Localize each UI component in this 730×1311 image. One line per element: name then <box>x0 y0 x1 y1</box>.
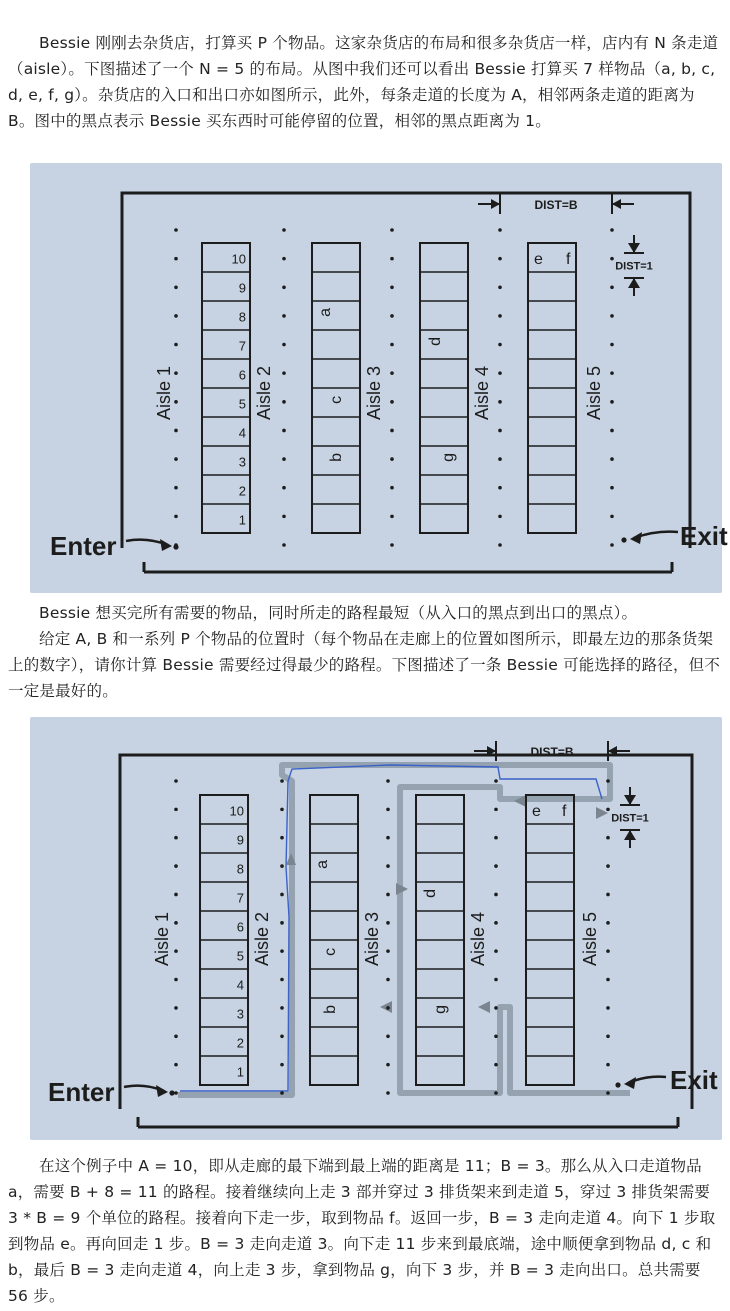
aisle-4-stop-dot <box>498 228 502 232</box>
aisle-2-stop-dot <box>282 543 286 547</box>
aisle-5-stop-dot <box>610 371 614 375</box>
aisle-4-stop-dot <box>498 543 502 547</box>
dist-1-top-arrowhead <box>628 243 640 253</box>
example-path-figure <box>30 717 722 1140</box>
aisle-2-stop-dot <box>282 314 286 318</box>
aisle-4-stop-dot <box>494 1063 498 1067</box>
enter-arrowhead <box>156 1085 168 1097</box>
aisle-3-stop-dot <box>390 486 394 490</box>
shelf-number-5: 5 <box>238 396 246 412</box>
aisle-5-stop-dot <box>610 343 614 347</box>
shelf-number-2: 2 <box>236 1035 244 1051</box>
aisle-1-stop-dot <box>174 371 178 375</box>
exit-dot <box>615 1082 620 1087</box>
aisle-3-stop-dot <box>386 1006 390 1010</box>
aisle-2-stop-dot <box>282 371 286 375</box>
goal-paragraph: Bessie 想买完所有需要的物品，同时所走的路程最短（从入口的黑点到出口的黑点）。 <box>39 604 638 622</box>
exit-label: Exit <box>680 521 728 551</box>
aisle-2-stop-dot <box>280 864 284 868</box>
aisle-4-stop-dot <box>498 343 502 347</box>
aisle-3-stop-dot <box>390 429 394 433</box>
aisle-3-stop-dot <box>390 515 394 519</box>
shelf-number-6: 6 <box>238 367 246 383</box>
dist-1-label: DIST=1 <box>615 260 653 273</box>
aisle-4-stop-dot <box>494 1034 498 1038</box>
aisle-3-stop-dot <box>390 543 394 547</box>
task-paragraph: 给定 A, B 和一系列 P 个物品的位置时（每个物品在走廊上的位置如图所示，即最左边的那条货架上的数字），请你计算 Bessie 需要经过得最少的路程。下图描述了一条 Bessie 可能选择的路径，但不一定是最好的。 <box>8 630 721 700</box>
aisle-4-label: Aisle 4 <box>472 365 492 421</box>
aisle-4-stop-dot <box>494 1091 498 1095</box>
aisle-3-stop-dot <box>386 949 390 953</box>
aisle-3-stop-dot <box>386 893 390 897</box>
shelf-number-6: 6 <box>236 919 244 935</box>
aisle-4-stop-dot <box>498 429 502 433</box>
dist-1-bottom-arrowhead <box>628 278 640 288</box>
aisle-1-label: Aisle 1 <box>154 365 174 421</box>
aisle-5-label: Aisle 5 <box>580 911 600 967</box>
aisle-2-stop-dot <box>282 228 286 232</box>
aisle-1-stop-dot <box>174 1006 178 1010</box>
dist-b-label: DIST=B <box>530 745 574 759</box>
item-g: g <box>432 1004 449 1014</box>
dist-b-label: DIST=B <box>534 198 578 212</box>
aisle-1-stop-dot <box>174 228 178 232</box>
item-d: d <box>422 888 439 898</box>
aisle-5-stop-dot <box>610 228 614 232</box>
aisle-2-label: Aisle 2 <box>252 911 272 967</box>
shelf-number-10: 10 <box>229 803 244 819</box>
example-paragraph: 在这个例子中 A = 10，即从走廊的最下端到最上端的距离是 11；B = 3。那么从入口走道物品 a，需要 B + 8 = 11 的路程。接着继续向上走 3 部并穿过 3 排货架来到走道 5，穿过 3 排货架需要 3 * B = 9 个单位的路程。接着向下走一步，取到物品 f。返回一步，B = 3 走向走道 4。向下 1 步取到物品 e。再向回走 1 步。B = 3 走向走道 3。向下走 11 步来到最底端，途中顺便拿到物品 d, c 和 b，最后 B = 3 走向走道 4，向上走 3 步，拿到物品 g，向下 3 步，并 B = 3 走向出口。总共需要 56 步。 <box>8 1157 716 1305</box>
aisle-1-stop-dot <box>174 343 178 347</box>
aisle-4-stop-dot <box>494 949 498 953</box>
shelf-number-8: 8 <box>238 309 246 325</box>
aisle-1-stop-dot <box>174 515 178 519</box>
aisle-1-stop-dot <box>174 400 178 404</box>
shelf-number-8: 8 <box>236 861 244 877</box>
aisle-1-stop-dot <box>174 779 178 783</box>
aisle-3-stop-dot <box>390 343 394 347</box>
enter-dot <box>169 1090 174 1095</box>
item-e: e <box>534 250 543 268</box>
route-arrow <box>596 807 608 819</box>
aisle-4-stop-dot <box>498 400 502 404</box>
aisle-5-stop-dot <box>606 1063 610 1067</box>
aisle-2-stop-dot <box>282 285 286 289</box>
aisle-1-stop-dot <box>174 921 178 925</box>
aisle-2-stop-dot <box>280 1063 284 1067</box>
aisle-2-stop-dot <box>282 429 286 433</box>
exit-arrowhead <box>630 532 642 544</box>
shelf-number-7: 7 <box>236 890 244 906</box>
item-a: a <box>317 307 334 317</box>
shelf-number-3: 3 <box>236 1006 244 1022</box>
aisle-4-label: Aisle 4 <box>468 911 488 967</box>
aisle-5-stop-dot <box>606 1091 610 1095</box>
shelf-number-5: 5 <box>236 948 244 964</box>
aisle-2-stop-dot <box>280 836 284 840</box>
dist-b-right-arrowhead <box>612 199 621 209</box>
aisle-4-stop-dot <box>498 257 502 261</box>
aisle-2-stop-dot <box>282 457 286 461</box>
aisle-4-stop-dot <box>494 864 498 868</box>
aisle-4-stop-dot <box>494 808 498 812</box>
aisle-5-stop-dot <box>610 400 614 404</box>
aisle-2-stop-dot <box>282 257 286 261</box>
aisle-1-stop-dot <box>174 1063 178 1067</box>
shelf-number-3: 3 <box>238 454 246 470</box>
aisle-5-stop-dot <box>610 486 614 490</box>
store-wall <box>122 193 690 548</box>
aisle-5-stop-dot <box>610 285 614 289</box>
aisle-5-stop-dot <box>610 515 614 519</box>
shelf-number-9: 9 <box>236 832 244 848</box>
aisle-2-stop-dot <box>280 978 284 982</box>
aisle-5-stop-dot <box>606 949 610 953</box>
aisle-2-stop-dot <box>282 400 286 404</box>
shelf-number-2: 2 <box>238 483 246 499</box>
aisle-2-label: Aisle 2 <box>254 365 274 421</box>
aisle-4-stop-dot <box>498 371 502 375</box>
aisle-3-stop-dot <box>390 257 394 261</box>
aisle-1-stop-dot <box>174 949 178 953</box>
aisle-1-stop-dot <box>174 257 178 261</box>
aisle-4-stop-dot <box>498 285 502 289</box>
item-b: b <box>328 452 345 462</box>
enter-arrowhead <box>160 539 172 551</box>
enter-label: Enter <box>50 531 117 561</box>
aisle-3-stop-dot <box>386 978 390 982</box>
aisle-2-stop-dot <box>280 808 284 812</box>
aisle-5-stop-dot <box>610 429 614 433</box>
exit-arrowhead <box>624 1077 636 1089</box>
aisle-2-stop-dot <box>282 486 286 490</box>
shelf-number-4: 4 <box>238 425 246 441</box>
aisle-4-stop-dot <box>494 836 498 840</box>
aisle-5-stop-dot <box>606 808 610 812</box>
aisle-3-stop-dot <box>390 228 394 232</box>
aisle-5-stop-dot <box>610 543 614 547</box>
aisle-4-stop-dot <box>494 978 498 982</box>
aisle-3-label: Aisle 3 <box>364 365 384 421</box>
aisle-4-stop-dot <box>494 779 498 783</box>
aisle-4-stop-dot <box>494 893 498 897</box>
aisle-3-label: Aisle 3 <box>362 911 382 967</box>
aisle-5-stop-dot <box>606 779 610 783</box>
item-c: c <box>322 947 339 956</box>
aisle-5-stop-dot <box>606 864 610 868</box>
item-e: e <box>532 802 541 820</box>
aisle-3-stop-dot <box>386 1034 390 1038</box>
aisle-1-stop-dot <box>174 285 178 289</box>
aisle-5-stop-dot <box>610 314 614 318</box>
aisle-3-stop-dot <box>386 836 390 840</box>
item-a: a <box>314 859 331 869</box>
aisle-1-stop-dot <box>174 864 178 868</box>
aisle-4-stop-dot <box>494 921 498 925</box>
aisle-3-stop-dot <box>390 314 394 318</box>
aisle-2-stop-dot <box>280 893 284 897</box>
aisle-5-stop-dot <box>610 457 614 461</box>
aisle-1-stop-dot <box>174 429 178 433</box>
aisle-5-stop-dot <box>606 836 610 840</box>
shelf-number-9: 9 <box>238 280 246 296</box>
shelf-number-7: 7 <box>238 338 246 354</box>
shelf-number-10: 10 <box>231 251 246 267</box>
exit-label: Exit <box>670 1065 718 1095</box>
enter-dot <box>173 544 178 549</box>
aisle-2-stop-dot <box>280 1006 284 1010</box>
enter-label: Enter <box>48 1077 115 1107</box>
aisle-4-stop-dot <box>498 515 502 519</box>
aisle-4-stop-dot <box>498 314 502 318</box>
aisle-5-stop-dot <box>606 921 610 925</box>
item-c: c <box>328 395 345 404</box>
aisle-2-stop-dot <box>280 949 284 953</box>
aisle-1-stop-dot <box>174 1091 178 1095</box>
aisle-2-stop-dot <box>280 1091 284 1095</box>
aisle-2-stop-dot <box>280 921 284 925</box>
aisle-5-stop-dot <box>606 1006 610 1010</box>
dist-1-label: DIST=1 <box>611 812 649 825</box>
aisle-1-stop-dot <box>174 1034 178 1038</box>
aisle-3-stop-dot <box>386 1063 390 1067</box>
item-d: d <box>427 336 444 346</box>
aisle-1-label: Aisle 1 <box>152 911 172 967</box>
aisle-1-stop-dot <box>174 314 178 318</box>
aisle-5-stop-dot <box>606 1034 610 1038</box>
item-g: g <box>440 452 457 462</box>
item-f: f <box>562 802 567 820</box>
aisle-3-stop-dot <box>386 779 390 783</box>
item-b: b <box>322 1004 339 1014</box>
aisle-1-stop-dot <box>174 978 178 982</box>
aisle-1-stop-dot <box>174 893 178 897</box>
dist-1-top-arrowhead <box>624 795 636 805</box>
dist-b-left-arrowhead <box>491 199 500 209</box>
item-f: f <box>566 250 571 268</box>
store-layout-figure <box>30 163 728 593</box>
aisle-5-label: Aisle 5 <box>584 365 604 421</box>
shelf-number-1: 1 <box>238 512 246 528</box>
intro-paragraph: Bessie 刚刚去杂货店，打算买 P 个物品。这家杂货店的布局和很多杂货店一样，店内有 N 条走道（aisle）。下图描述了一个 N = 5 的布局。从图中我们还可以看出 Bessie 打算买 7 样物品（a, b, c, d, e, f, g）。杂货店的入口和出口亦如图所示，此外，每条走道的长度为 A，相邻两条走道的距离为 B。图中的黑点表示 Bessie 买东西时可能停留的位置，相邻的黑点距离为 1。 <box>8 34 719 130</box>
aisle-2-stop-dot <box>282 515 286 519</box>
dist-1-bottom-arrowhead <box>624 830 636 840</box>
aisle-5-stop-dot <box>606 893 610 897</box>
aisle-3-stop-dot <box>386 808 390 812</box>
aisle-1-stop-dot <box>174 486 178 490</box>
exit-dot <box>621 537 626 542</box>
aisle-3-stop-dot <box>390 457 394 461</box>
route-arrow <box>478 1001 490 1013</box>
aisle-1-stop-dot <box>174 836 178 840</box>
aisle-3-stop-dot <box>390 400 394 404</box>
aisle-4-stop-dot <box>494 1006 498 1010</box>
aisle-2-stop-dot <box>280 779 284 783</box>
aisle-3-stop-dot <box>390 285 394 289</box>
aisle-4-stop-dot <box>498 486 502 490</box>
aisle-4-stop-dot <box>498 457 502 461</box>
route-arrow <box>380 1001 392 1013</box>
aisle-5-stop-dot <box>606 978 610 982</box>
aisle-3-stop-dot <box>390 371 394 375</box>
aisle-2-stop-dot <box>282 343 286 347</box>
shelf-number-4: 4 <box>236 977 244 993</box>
aisle-2-stop-dot <box>280 1034 284 1038</box>
aisle-5-stop-dot <box>610 257 614 261</box>
aisle-3-stop-dot <box>386 1091 390 1095</box>
aisle-1-stop-dot <box>174 808 178 812</box>
aisle-3-stop-dot <box>386 864 390 868</box>
shelf-number-1: 1 <box>236 1064 244 1080</box>
aisle-3-stop-dot <box>386 921 390 925</box>
aisle-1-stop-dot <box>174 457 178 461</box>
